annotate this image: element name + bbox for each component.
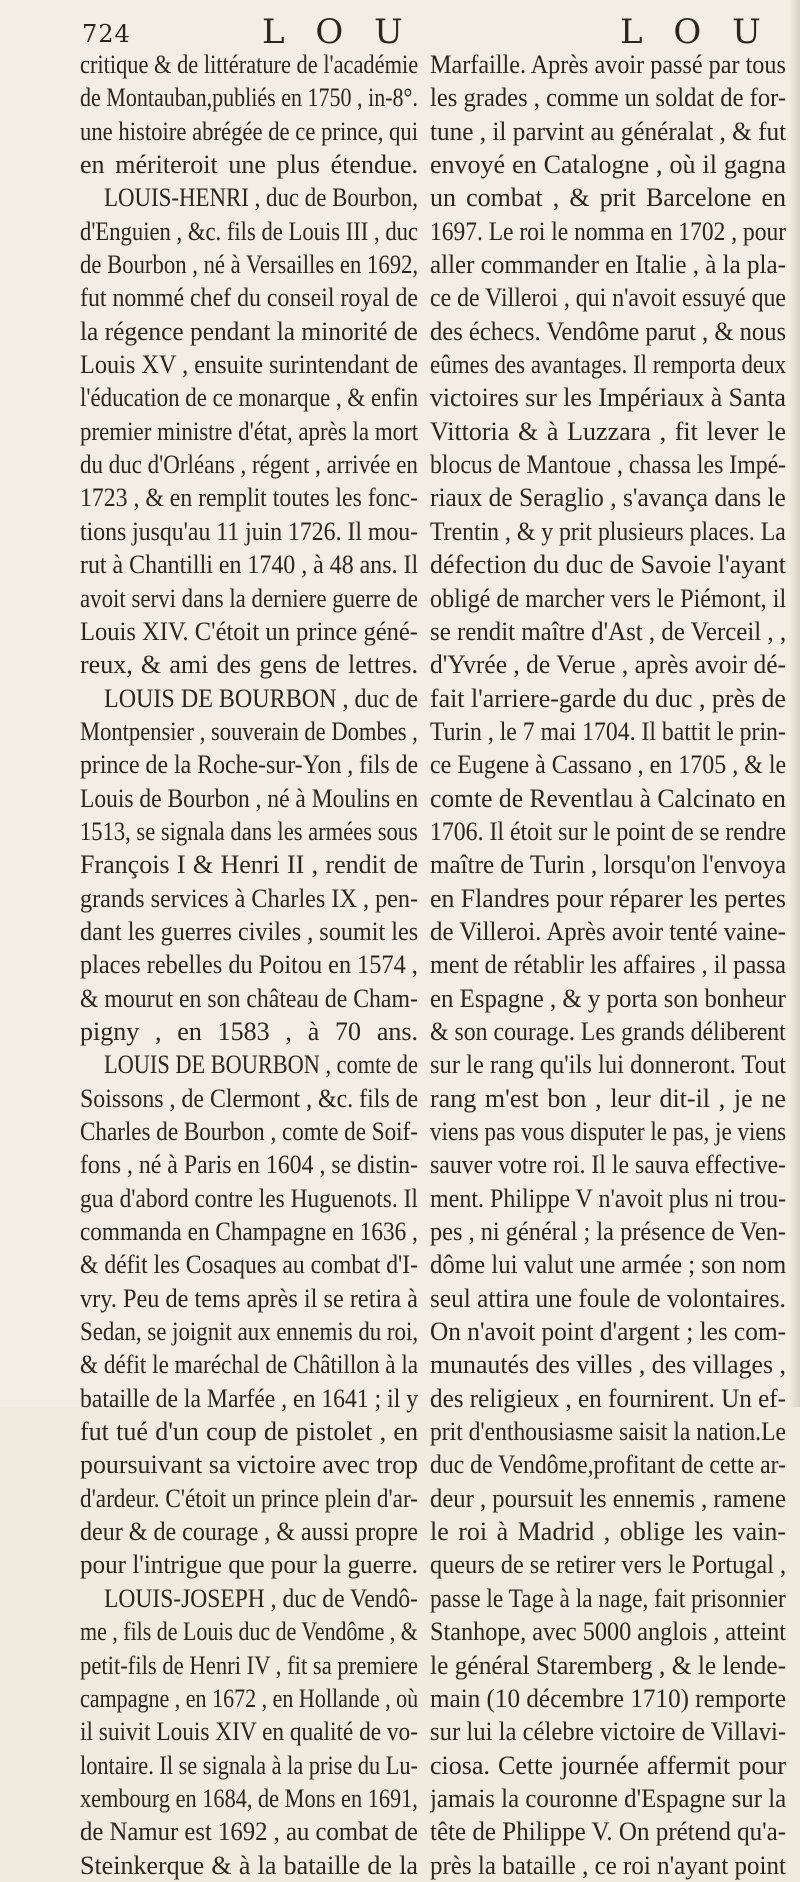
text-line: petit-fils de Henri IV , fit sa premiere [80, 1650, 418, 1680]
text-line: obligé de marcher vers le Piémont, il [430, 583, 786, 613]
text-line: les grades , comme un soldat de for- [430, 83, 786, 113]
text-line: grands services à Charles IX , pen- [80, 883, 418, 913]
text-line: fut nommé chef du conseil royal de [80, 283, 418, 313]
text-line: xembourg en 1684, de Mons en 1691, [80, 1783, 418, 1813]
text-line: fons , né à Paris en 1604 , se distin- [80, 1150, 418, 1180]
text-line: deur , poursuit les ennemis , ramene [430, 1483, 786, 1513]
text-line: de Bourbon , né à Versailles en 1692, [80, 250, 418, 280]
text-line: gua d'abord contre les Huguenots. Il [80, 1183, 418, 1213]
text-line: 1723 , & en remplit toutes les fonc- [80, 483, 418, 513]
text-line: vry. Peu de tems après il se retira à [80, 1283, 418, 1313]
text-line: Soissons , de Clermont , &c. fils de [80, 1083, 418, 1113]
text-line: pes , ni général ; la présence de Ven- [430, 1217, 786, 1247]
text-line: d'Yvrée , de Verue , après avoir dé- [430, 650, 786, 680]
text-line: du duc d'Orléans , régent , arrivée en [80, 450, 418, 480]
text-line: Vittoria & à Luzzara , fit lever le [430, 416, 786, 446]
text-line: des échecs. Vendôme parut , & nous [430, 316, 786, 346]
text-line: 1697. Le roi le nomma en 1702 , pour [430, 216, 786, 246]
text-line: campagne , en 1672 , en Hollande , où [80, 1683, 418, 1713]
text-line: des religieux , en fournirent. Un ef- [430, 1383, 786, 1413]
text-line: de Montauban,publiés en 1750 , in-8°. [80, 83, 418, 113]
text-line: en Flandres pour réparer les pertes [430, 883, 786, 913]
text-line: Louis XIV. C'étoit un prince géné- [80, 616, 418, 646]
text-line: dôme lui valut une armée ; son nom [430, 1250, 786, 1280]
text-line: 1513, se signala dans les armées sous [80, 816, 418, 846]
text-line: de Villeroi. Après avoir tenté vaine- [430, 916, 786, 946]
text-line: prince de la Roche-sur-Yon , fils de [80, 750, 418, 780]
text-line: Charles de Bourbon , comte de Soif- [80, 1117, 418, 1146]
text-line: sur lui la célebre victoire de Villavi- [430, 1717, 786, 1747]
text-line: pour l'intrigue que pour la guerre. [80, 1550, 418, 1580]
text-line: LOUIS DE BOURBON , comte de [104, 1050, 418, 1080]
text-line: sur le rang qu'ils lui donneront. Tout [430, 1050, 786, 1080]
text-line: se rendit maître d'Ast , de Verceil , , [430, 616, 786, 646]
text-line: seul attira une foule de volontaires. [430, 1283, 786, 1313]
text-line: d'ardeur. C'étoit un prince plein d'ar- [80, 1483, 418, 1513]
text-line: passe le Tage à la nage, fait prisonnier [430, 1583, 786, 1613]
text-line: avoit servi dans la derniere guerre de [80, 583, 418, 613]
text-line: comte de Reventlau à Calcinato en [430, 783, 786, 813]
text-line: ce de Villeroi , qui n'avoit essuyé que [430, 283, 786, 313]
text-line: pigny , en 1583 , à 70 ans. [80, 1016, 418, 1046]
text-line: tions jusqu'au 11 juin 1726. Il mou- [80, 516, 418, 546]
text-line: munautés des villes , des villages , [430, 1350, 786, 1380]
text-line: tête de Philippe V. On prétend qu'a- [430, 1817, 786, 1847]
text-line: & défit les Cosaques au combat d'I- [80, 1250, 418, 1280]
text-line: une histoire abrégée de ce prince, qui [80, 116, 418, 146]
text-line: victoires sur les Impériaux à Santa [430, 383, 786, 413]
text-line: deur & de courage , & aussi propre [80, 1517, 418, 1547]
text-line: de Namur est 1692 , au combat de [80, 1817, 418, 1847]
text-line: envoyé en Catalogne , où il gagna [430, 150, 786, 180]
text-line: le général Staremberg , & le lende- [430, 1650, 786, 1680]
text-line: lontaire. Il se signala à la prise du Lu- [80, 1750, 418, 1780]
page-number: 724 [82, 20, 131, 48]
text-line: viens pas vous disputer le pas, je viens [430, 1117, 786, 1146]
text-line: Sedan, se joignit aux ennemis du roi, [80, 1317, 418, 1347]
text-line: d'Enguien , &c. fils de Louis III , duc [80, 216, 418, 246]
text-line: rut à Chantilli en 1740 , à 48 ans. Il [80, 550, 418, 580]
running-header [0, 8, 800, 52]
text-line: il suivit Louis XIV en qualité de vo- [80, 1717, 418, 1747]
text-line: blocus de Mantoue , chassa les Impé- [430, 450, 786, 480]
text-line: un combat , & prit Barcelone en [430, 183, 786, 213]
text-line: Louis XV , ensuite surintendant de [80, 350, 418, 380]
text-line: premier ministre d'état, après la mort [80, 416, 418, 446]
text-line: prit d'enthousiasme saisit la nation.Le [430, 1417, 786, 1447]
text-line: rang m'est bon , leur dit-il , je ne [430, 1083, 786, 1113]
text-line: ment. Philippe V n'avoit plus ni trou- [430, 1183, 786, 1213]
text-line: Trentin , & y prit plusieurs places. La [430, 516, 786, 546]
text-line: eûmes des avantages. Il remporta deux [430, 350, 786, 380]
text-line: fait l'arriere-garde du duc , près de [430, 683, 786, 713]
text-line: commanda en Champagne en 1636 , [80, 1217, 418, 1247]
text-line: fut tué d'un coup de pistolet , en [80, 1417, 418, 1447]
text-line: & défit le maréchal de Châtillon à la [80, 1350, 418, 1380]
text-line: dant les guerres civiles , soumit les [80, 916, 418, 946]
text-line: ce Eugene à Cassano , en 1705 , & le [430, 750, 786, 780]
text-line: jamais la couronne d'Espagne sur la [430, 1783, 786, 1813]
text-line: Stanhope, avec 5000 anglois , atteint [430, 1617, 786, 1647]
text-line: poursuivant sa victoire avec trop [80, 1450, 418, 1480]
text-line: riaux de Seraglio , s'avança dans le [430, 483, 786, 513]
text-line: Turin , le 7 mai 1704. Il battit le prin- [430, 716, 786, 746]
page-edge-shadow [788, 0, 800, 1407]
text-line: en Espagne , & y porta son bonheur [430, 983, 786, 1013]
text-line: & mourut en son château de Cham- [80, 983, 418, 1013]
text-line: On n'avoit point d'argent ; les com- [430, 1317, 786, 1347]
text-line: LOUIS-HENRI , duc de Bourbon, [104, 183, 418, 213]
text-line: me , fils de Louis duc de Vendôme , & [80, 1617, 418, 1647]
text-line: LOUIS DE BOURBON , duc de [104, 683, 418, 713]
text-line: main (10 décembre 1710) remporte [430, 1683, 786, 1713]
text-line: 1706. Il étoit sur le point de se rendre [430, 816, 786, 846]
text-line: aller commander en Italie , à la pla- [430, 250, 786, 280]
text-line: queurs de se retirer vers le Portugal , [430, 1550, 786, 1580]
text-line: l'éducation de ce monarque , & enfin [80, 383, 418, 413]
text-line: Marfaille. Après avoir passé par tous [430, 50, 786, 79]
text-line: & son courage. Les grands déliberent [430, 1016, 786, 1046]
text-line: défection du duc de Savoie l'ayant [430, 550, 786, 580]
text-line: François I & Henri II , rendit de [80, 850, 418, 880]
text-line: critique & de littérature de l'académie [80, 50, 418, 79]
text-line: Steinkerque & à la bataille de la [80, 1850, 418, 1880]
headword-left: L O U [262, 12, 413, 52]
text-line: en mériteroit une plus étendue. [80, 150, 418, 180]
left-column [80, 48, 418, 1882]
text-line: Louis de Bourbon , né à Moulins en [80, 783, 418, 813]
text-line: reux, & ami des gens de lettres. [80, 650, 418, 680]
text-line: la régence pendant la minorité de [80, 316, 418, 346]
text-line: ciosa. Cette journée affermit pour [430, 1750, 786, 1780]
text-line: sauver votre roi. Il le sauva effective- [430, 1150, 786, 1180]
text-line: bataille de la Marfée , en 1641 ; il y [80, 1383, 418, 1413]
text-line: maître de Turin , lorsqu'on l'envoya [430, 850, 786, 880]
text-line: Montpensier , souverain de Dombes , [80, 716, 418, 746]
right-column [430, 48, 786, 1882]
text-line: ment de rétablir les affaires , il passa [430, 950, 786, 980]
text-line: places rebelles du Poitou en 1574 , [80, 950, 418, 980]
headword-right: L O U [620, 12, 771, 52]
text-line: le roi à Madrid , oblige les vain- [430, 1517, 786, 1547]
text-line: LOUIS-JOSEPH , duc de Vendô- [104, 1583, 418, 1613]
text-line: duc de Vendôme,profitant de cette ar- [430, 1450, 786, 1480]
text-line: près la bataille , ce roi n'ayant point [430, 1850, 786, 1880]
text-line: tune , il parvint au généralat , & fut [430, 116, 786, 146]
